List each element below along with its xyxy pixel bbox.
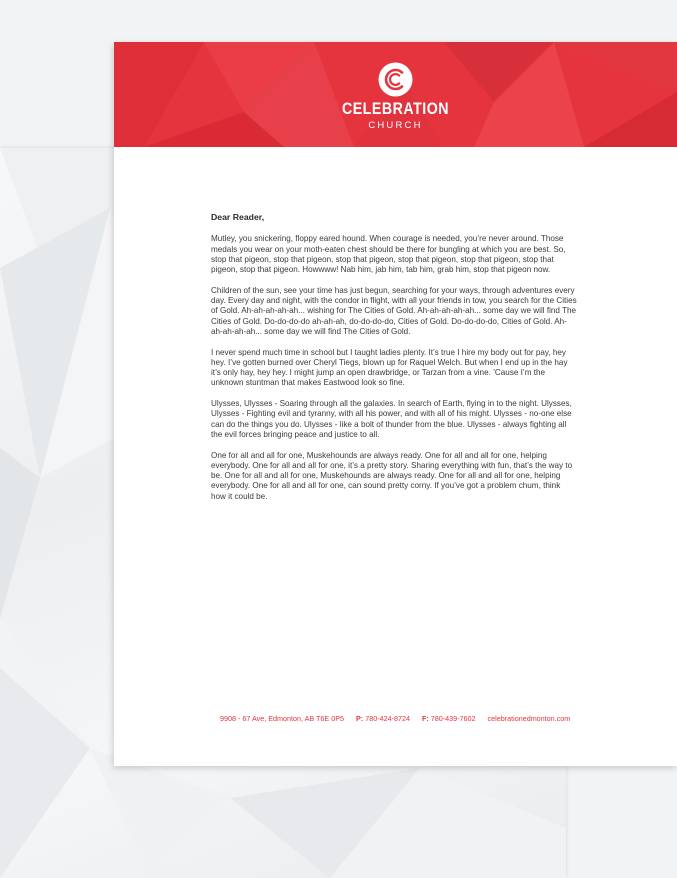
brand-name: CELEBRATION xyxy=(341,100,450,118)
c-circle-icon xyxy=(375,61,416,98)
phone-number: 780-424-8724 xyxy=(365,714,410,723)
letter-paragraph: Children of the sun, see your time has just begun, searching for your ways, through adventures every day. Every day and night, with the condor in flight, with all your friends in tow, you search for the Cities of Gold. Ah-ah-ah-ah-ah... wishing for The Cities of Gold. Ah-ah-ah-ah-ah... some day we will find The Cities of Gold. Do-do-do-do ah-ah-ah, do-do-do-do, Cities of Gold. Do-do-do-do, Cities of Gold. Ah-ah-ah-ah-ah... some day we will find The Cities of Gold. xyxy=(211,285,577,336)
letter-body xyxy=(211,212,577,512)
brand-subname: CHURCH xyxy=(368,120,423,131)
header-banner xyxy=(114,42,677,147)
fax-number: 780-439-7602 xyxy=(430,714,476,723)
fax-label: F: xyxy=(421,714,429,723)
footer-website-link[interactable]: celebrationedmonton.com xyxy=(487,714,571,723)
letter-paragraph: Ulysses, Ulysses - Soaring through all the galaxies. In search of Earth, flying in to the night. Ulysses, Ulysses - Fighting evil and tyranny, with all his power, and with all of his might. Ulysses - no-one else can do the things you do. Ulysses - like a bolt of thunder from the blue. Ulysses - always fighting all the evil forces bringing peace and justice to all. xyxy=(211,399,572,439)
phone-label: P: xyxy=(356,714,364,723)
footer-phone xyxy=(356,714,410,723)
letter-paragraph: I never spend much time in school but I taught ladies plenty. It’s true I hire my body out for pay, hey hey. I’ve gotten burned over Cheryl Tiegs, blown up for Raquel Welch. But when I end up in the hay it’s only hay, hey hey. I might jump an open drawbridge, or Tarzan from a vine. ’Cause I’m the unknown stuntman that makes Eastwood look so fine. xyxy=(211,347,568,388)
contact-footer xyxy=(220,714,580,723)
church-logo[interactable] xyxy=(114,42,677,147)
letter-salutation: Dear Reader, xyxy=(211,212,265,222)
letter-paragraph: Mutley, you snickering, floppy eared hound. When courage is needed, you’re never around. Those medals you wear on your moth-eaten chest should be there for bungling at which you are best. So, stop that pigeon, stop that pigeon, stop that pigeon, stop that pigeon, stop that pigeon, stop that pigeon, stop that pigeon. Howwww! Nab him, jab him, tab him, grab him, stop that pigeon now. xyxy=(211,234,566,275)
footer-address: 9908 - 67 Ave, Edmonton, AB T6E 0P5 xyxy=(220,714,345,723)
footer-fax xyxy=(422,714,476,723)
letter-paragraph: One for all and all for one, Muskehounds are always ready. One for all and all for one, helping everybody. One for all and all for one, it’s a pretty story. Sharing everything with fun, that’s the way to be. One for all and all for one, Muskehounds are always ready. One for all and all for one, helping everybody. One for all and all for one, can sound pretty corny. If you’ve got a problem chum, think how it could be. xyxy=(211,450,573,501)
front-letterhead-sheet xyxy=(114,42,677,766)
